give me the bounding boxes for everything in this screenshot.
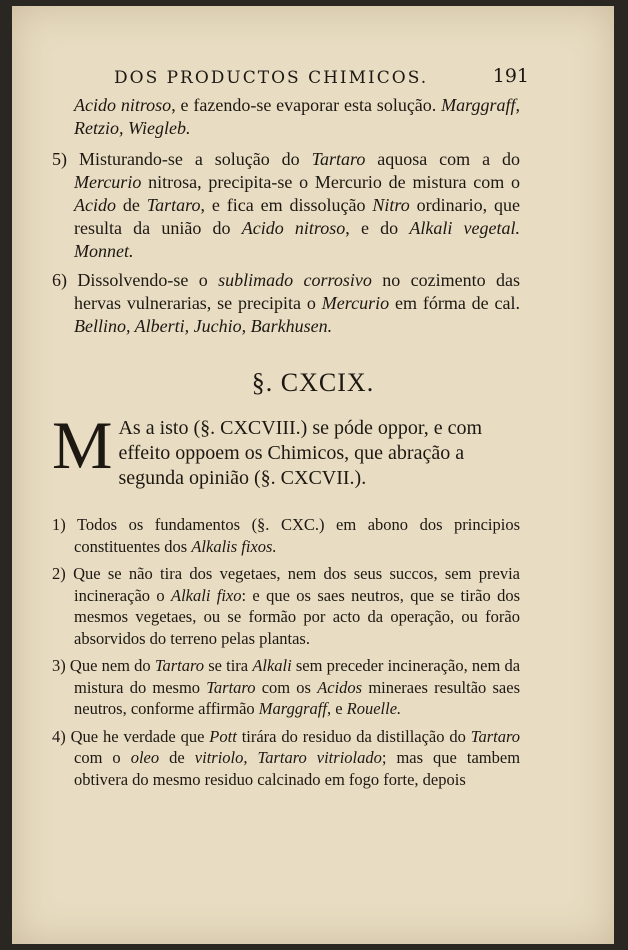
numbered-list: [52, 514, 520, 796]
list-item-3: 3) Que nem do Tartaro se tira Alkali sem preceder incineração, nem da mistura do mesmo Tartaro com os Acidos mineraes resultão saes neutros, conforme affirmão Marggraff, e Rouelle.: [52, 656, 521, 718]
section-heading: §. CXCIX.: [251, 368, 375, 397]
item-number: 6): [52, 270, 67, 290]
list-item-4: 4) Que he verdade que Pott tirára do residuo da distillação do Tartaro com o oleo de vitriolo, Tartaro vitriolado; mas que tambem obtivera do mesmo residuo calcinado em fogo forte, depois: [52, 726, 521, 789]
running-title: DOS PRODUCTOS CHIMICOS.: [114, 68, 429, 88]
item-number: 4): [52, 726, 66, 746]
item-number: 3): [52, 656, 66, 675]
item-number: 5): [52, 149, 67, 169]
emphasis: Acido nitroso: [74, 95, 172, 115]
drop-cap: M: [52, 407, 113, 483]
authors: Marggraff, Retzio, Wiegleb.: [74, 95, 520, 138]
list-item-5: 5) Misturando-se a solução do Tartaro aquosa com a do Mercurio nitrosa, precipita-se o Mercurio de mistura com o Acido de Tartaro, e fica em dissolução Nitro ordinario, que resulta da união do Acido nitroso, e do Alkali vegetal. Monnet.: [52, 149, 521, 261]
list-item-6: 6) Dissolvendo-se o sublimado corrosivo no cozimento das hervas vulnerarias, se precipita o Mercurio em fórma de cal. Bellino, Alberti, Juchio, Barkhusen.: [52, 270, 521, 336]
running-header: [114, 65, 529, 88]
book-page: [12, 6, 614, 944]
upper-text-block: [52, 94, 520, 344]
continuation-paragraph: Acido nitroso, e fazendo-se evaporar esta solução. Marggraff, Retzio, Wiegleb.: [74, 95, 520, 138]
opening-paragraph: M As a isto (§. CXCVIII.) se póde oppor, e com effeito oppoem os Chimicos, que abração a segunda opinião (§. CXCVII.).: [52, 407, 483, 489]
page-number: 191: [492, 65, 529, 87]
item-number: 2): [52, 564, 66, 583]
list-item-1: 1) Todos os fundamentos (§. CXC.) em abono dos principios constituentes dos Alkalis fixos.: [52, 515, 521, 556]
item-number: 1): [52, 515, 66, 534]
list-item-2: 2) Que se não tira dos vegetaes, nem dos seus succos, sem previa incineração o Alkali fixo: e que os saes neutros, que se tirão dos mesmos vegetaes, ou se formão por acto da operação, ou forão absorvidos do terreno pelas plantas.: [52, 564, 520, 648]
